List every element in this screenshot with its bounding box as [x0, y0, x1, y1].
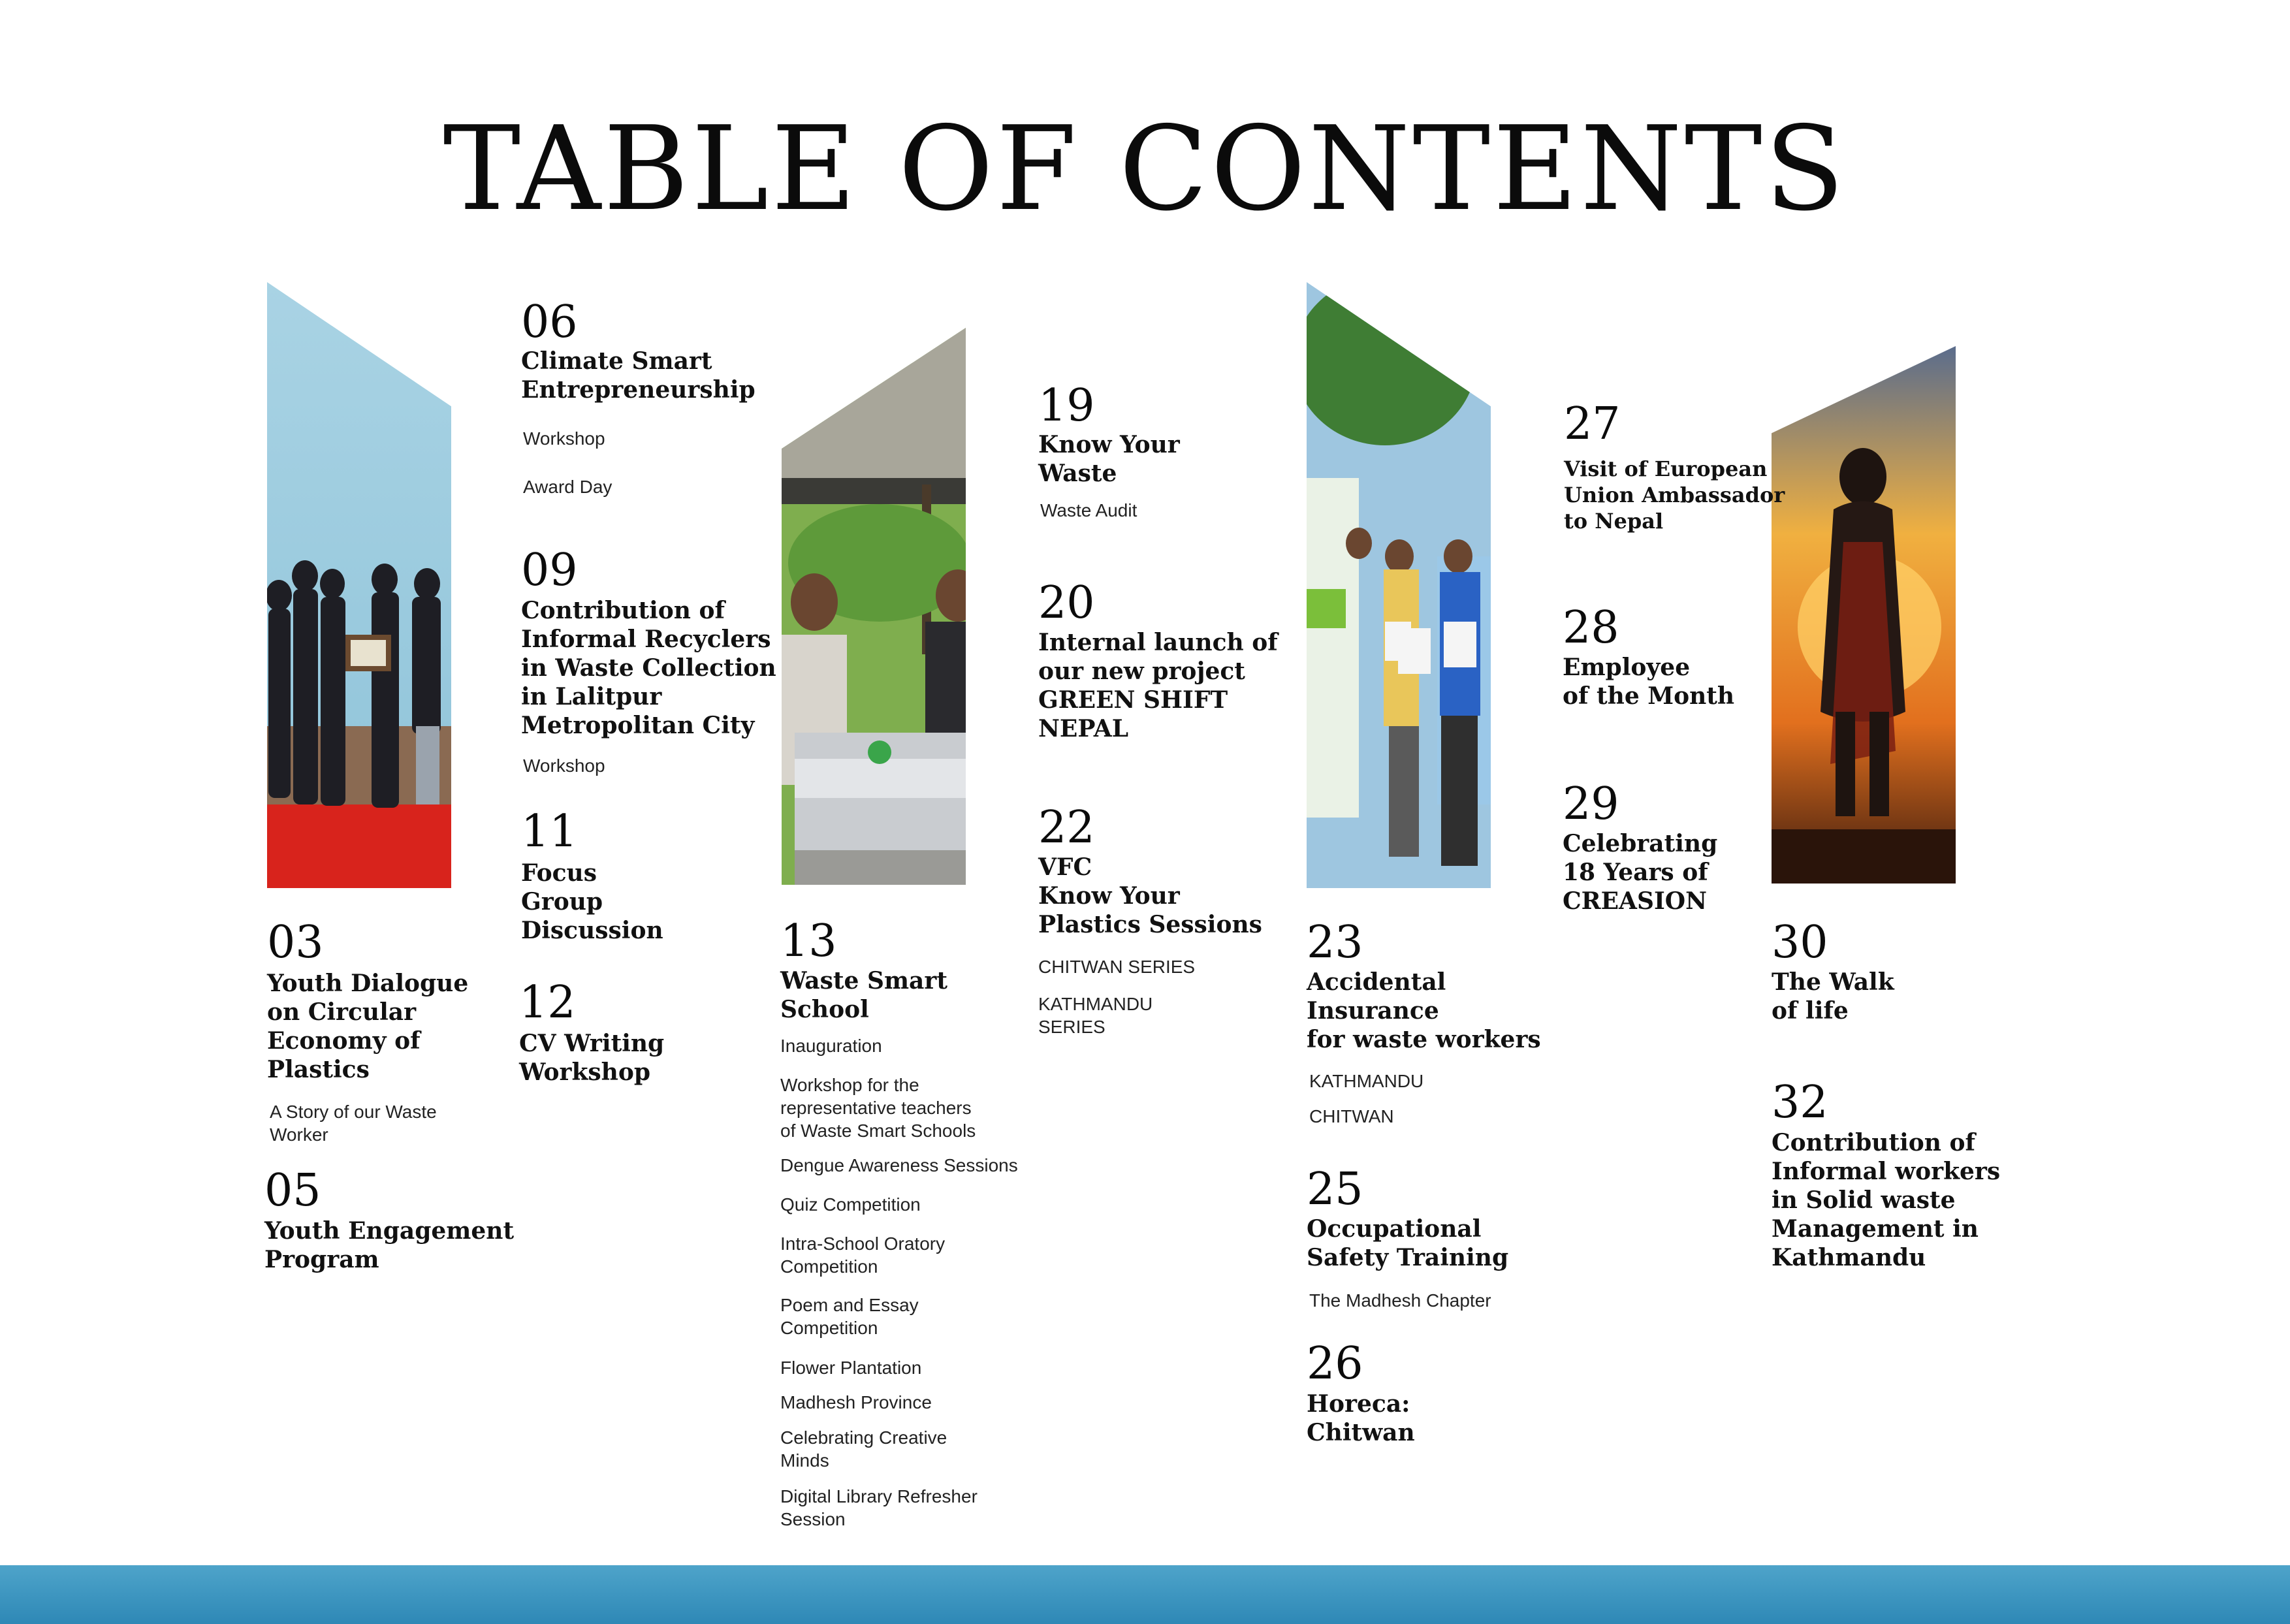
page-title: TABLE OF CONTENTS	[443, 101, 1847, 236]
entry-13-number[interactable]: 13	[780, 915, 837, 967]
entry-13-sub-3[interactable]: Dengue Awareness Sessions	[780, 1155, 1018, 1175]
entry-05-number[interactable]: 05	[264, 1165, 321, 1217]
entry-11-title[interactable]: Focus Group Discussion	[521, 859, 663, 944]
waste-workers-documents-photo	[1307, 282, 1491, 888]
entry-32-title[interactable]: Contribution of Informal workers in Solid waste Management in Kathmandu	[1772, 1129, 2001, 1271]
entry-30-number[interactable]: 30	[1772, 917, 1828, 968]
entry-26-number[interactable]: 26	[1307, 1338, 1363, 1390]
entry-28-title[interactable]: Employee of the Month	[1563, 654, 1735, 710]
entry-30-title[interactable]: The Walk of life	[1772, 968, 1894, 1025]
entry-25-title[interactable]: Occupational Safety Training	[1307, 1215, 1509, 1271]
entry-11-number[interactable]: 11	[521, 806, 578, 857]
entry-09-sub-1[interactable]: Workshop	[523, 756, 605, 776]
entry-25-number[interactable]: 25	[1307, 1164, 1363, 1215]
group-award-photo	[267, 282, 451, 888]
entry-28-number[interactable]: 28	[1563, 602, 1619, 654]
entry-23-number[interactable]: 23	[1307, 917, 1363, 968]
entry-13-title[interactable]: Waste Smart School	[780, 967, 947, 1023]
entry-13-sub-5[interactable]: Intra-School Oratory Competition	[780, 1234, 946, 1277]
entry-13-sub-2[interactable]: Workshop for the representative teachers of Waste Smart Schools	[780, 1075, 976, 1141]
entry-13-sub-7[interactable]: Flower Plantation	[780, 1358, 922, 1378]
entry-19-number[interactable]: 19	[1038, 380, 1095, 432]
entry-27-title[interactable]: Visit of European Union Ambassador to Nepal	[1564, 456, 1785, 533]
entry-23-sub-2[interactable]: CHITWAN	[1309, 1106, 1394, 1126]
entry-29-number[interactable]: 29	[1563, 778, 1619, 830]
recycler-saathi-kit-photo	[782, 328, 966, 885]
walking-woman-sunset-photo	[1772, 346, 1956, 884]
bottom-accent-bar	[0, 1565, 2290, 1624]
recycler-kit-illustration	[782, 328, 966, 885]
entry-13-sub-10[interactable]: Digital Library Refresher Session	[780, 1486, 978, 1529]
entry-06-title[interactable]: Climate Smart Entrepreneurship	[521, 347, 755, 404]
entry-03-title[interactable]: Youth Dialogue on Circular Economy of Plastics	[267, 970, 469, 1083]
entry-06-sub-1[interactable]: Workshop	[523, 428, 605, 449]
entry-05-title[interactable]: Youth Engagement Program	[264, 1217, 515, 1273]
entry-12-title[interactable]: CV Writing Workshop	[519, 1030, 665, 1086]
entry-06-number[interactable]: 06	[521, 296, 578, 348]
entry-22-title[interactable]: VFC Know Your Plastics Sessions	[1038, 853, 1262, 938]
entry-22-sub-2[interactable]: KATHMANDU SERIES	[1038, 994, 1153, 1037]
entry-13-sub-8[interactable]: Madhesh Province	[780, 1392, 932, 1412]
entry-20-title[interactable]: Internal launch of our new project GREEN SHIFT NEPAL	[1038, 629, 1278, 742]
entry-09-title[interactable]: Contribution of Informal Recyclers in Waste Collection in Lalitpur Metropolitan City	[521, 597, 776, 739]
walking-woman-illustration	[1772, 346, 1956, 884]
waste-workers-illustration	[1307, 282, 1491, 888]
entry-19-title[interactable]: Know Your Waste	[1038, 431, 1180, 487]
entry-03-number[interactable]: 03	[267, 917, 324, 968]
entry-22-sub-1[interactable]: CHITWAN SERIES	[1038, 957, 1196, 977]
entry-03-sub-1[interactable]: A Story of our Waste Worker	[270, 1102, 437, 1145]
entry-13-sub-6[interactable]: Poem and Essay Competition	[780, 1295, 919, 1338]
entry-13-sub-1[interactable]: Inauguration	[780, 1036, 882, 1056]
entry-25-sub-1[interactable]: The Madhesh Chapter	[1309, 1290, 1491, 1311]
entry-26-title[interactable]: Horeca: Chitwan	[1307, 1390, 1415, 1446]
entry-20-number[interactable]: 20	[1038, 577, 1095, 629]
entry-13-sub-9[interactable]: Celebrating Creative Minds	[780, 1427, 947, 1471]
entry-23-sub-1[interactable]: KATHMANDU	[1309, 1071, 1424, 1091]
entry-22-number[interactable]: 22	[1038, 802, 1095, 853]
entry-19-sub-1[interactable]: Waste Audit	[1040, 500, 1137, 520]
entry-12-number[interactable]: 12	[519, 977, 576, 1028]
entry-06-sub-2[interactable]: Award Day	[523, 477, 612, 497]
entry-29-title[interactable]: Celebrating 18 Years of CREASION	[1563, 830, 1718, 915]
entry-09-number[interactable]: 09	[521, 545, 578, 596]
group-award-illustration	[267, 282, 451, 888]
entry-32-number[interactable]: 32	[1772, 1077, 1828, 1128]
entry-13-sub-4[interactable]: Quiz Competition	[780, 1194, 921, 1215]
entry-27-number[interactable]: 27	[1564, 398, 1621, 450]
entry-23-title[interactable]: Accidental Insurance for waste workers	[1307, 968, 1541, 1053]
